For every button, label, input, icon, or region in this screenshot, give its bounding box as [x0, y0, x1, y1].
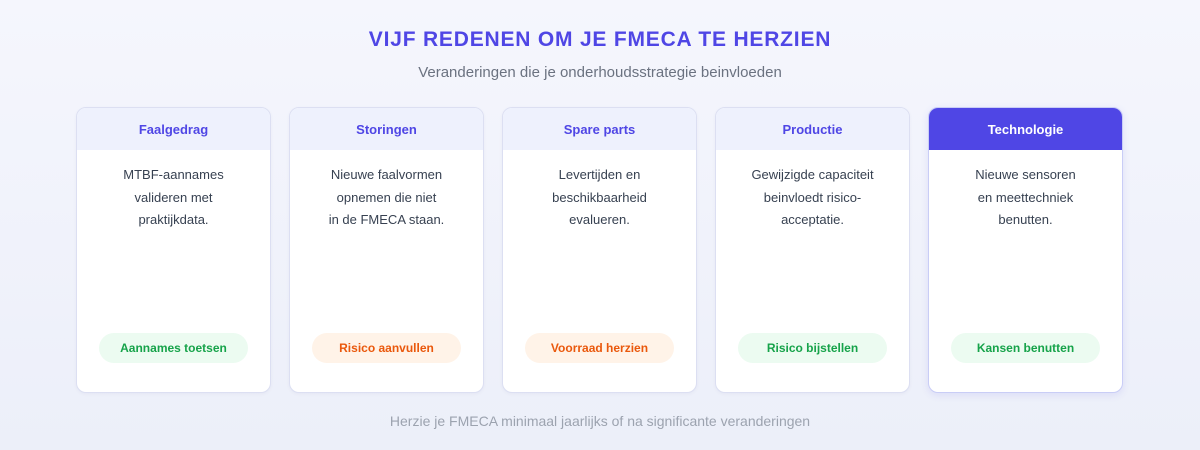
card-title: Productie: [716, 108, 909, 150]
card-text-line: MTBF-aannames: [123, 167, 224, 182]
page-subtitle: Veranderingen die je onderhoudsstrategie beinvloeden: [418, 64, 782, 81]
card-text-line: Nieuwe sensoren: [975, 167, 1076, 182]
card-text-line: valideren met: [134, 189, 213, 205]
card-text-line: in de FMECA staan.: [328, 212, 445, 227]
card-text-line: Levertijden en: [558, 167, 641, 182]
card-text-line: acceptatie.: [781, 212, 844, 227]
card-technologie: [928, 107, 1123, 393]
card-text-line: benutten.: [998, 212, 1053, 227]
card-tag: Kansen benutten: [951, 333, 1100, 363]
card-description: [716, 150, 909, 232]
card-text-line: beinvloedt risico-: [763, 189, 862, 205]
card-text-line: evalueren.: [569, 212, 630, 227]
card-text-line: Gewijzigde capaciteit: [751, 167, 874, 182]
card-spare-parts: [502, 107, 697, 393]
page-title: VIJF REDENEN OM JE FMECA TE HERZIEN: [368, 28, 832, 51]
card-description: [77, 150, 270, 232]
card-tag: Risico bijstellen: [738, 333, 887, 363]
card-tag: Voorraad herzien: [525, 333, 674, 363]
card-text-line: Nieuwe faalvormen: [330, 167, 443, 182]
card-text-line: opnemen die niet: [336, 189, 437, 205]
card-description: [929, 150, 1122, 232]
card-text-line: beschikbaarheid: [552, 189, 647, 205]
card-productie: [715, 107, 910, 393]
card-text-line: praktijkdata.: [138, 212, 209, 227]
cards-row: [76, 107, 1123, 393]
card-description: [290, 150, 483, 232]
card-description: [503, 150, 696, 232]
card-faalgedrag: [76, 107, 271, 393]
card-title: Spare parts: [503, 108, 696, 150]
card-tag: Aannames toetsen: [99, 333, 248, 363]
card-text-line: en meettechniek: [977, 189, 1074, 205]
card-title: Storingen: [290, 108, 483, 150]
card-storingen: [289, 107, 484, 393]
card-title: Technologie: [929, 108, 1122, 150]
footer-note: Herzie je FMECA minimaal jaarlijks of na significante veranderingen: [389, 413, 811, 429]
card-tag: Risico aanvullen: [312, 333, 461, 363]
card-title: Faalgedrag: [77, 108, 270, 150]
